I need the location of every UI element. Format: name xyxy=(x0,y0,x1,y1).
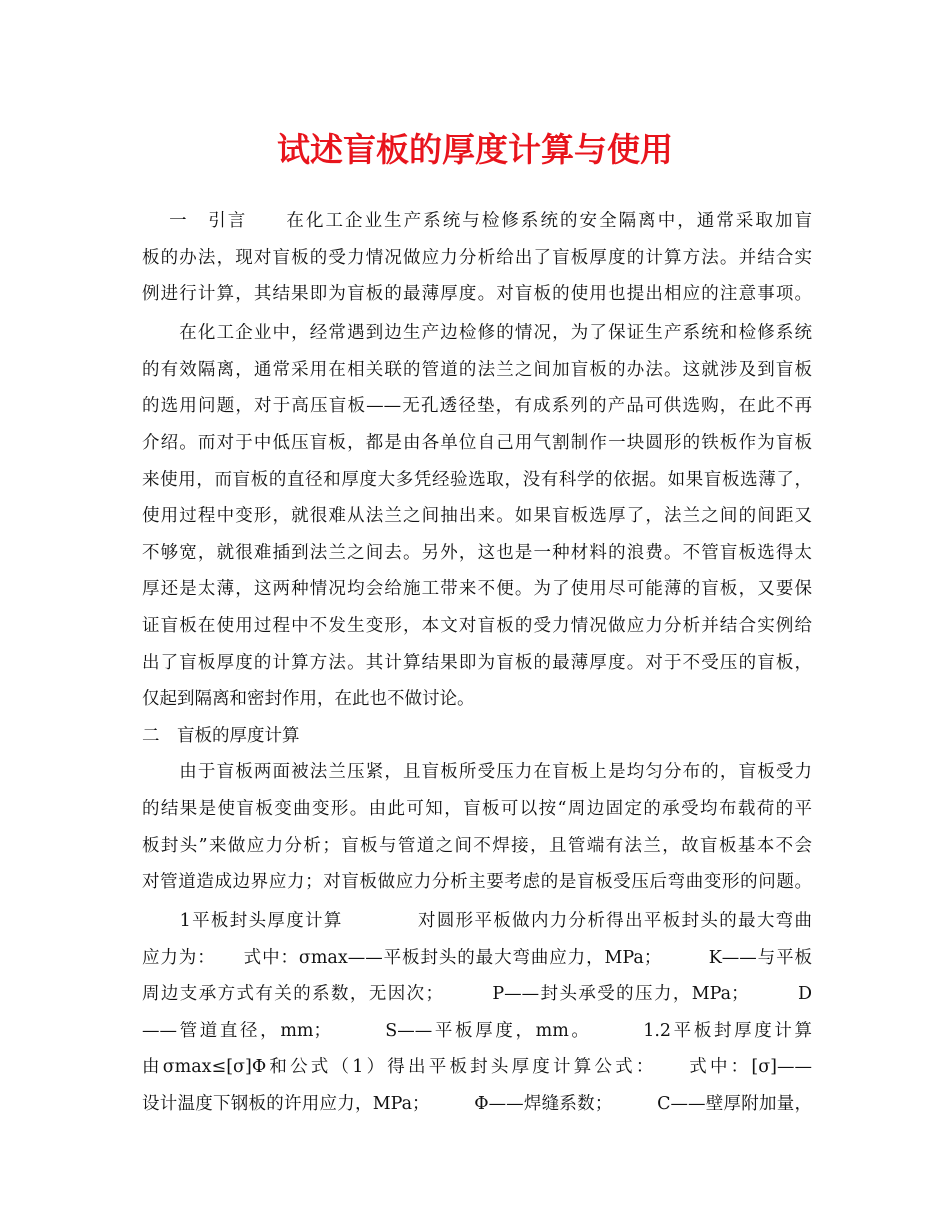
paragraph-line: 介绍。而对于中低压盲板，都是由各单位自己用气割制作一块圆形的铁板作为盲板 xyxy=(142,432,812,453)
paragraph-line: 来使用，而盲板的直径和厚度大多凭经验选取，没有科学的依据。如果盲板选薄了， xyxy=(142,469,812,490)
paragraph-line: 的有效隔离，通常采用在相关联的管道的法兰之间加盲板的办法。这就涉及到盲板 xyxy=(142,359,812,380)
paragraph-line: 由σmax≤[σ]Φ和公式（1）得出平板封头厚度计算公式： 式中：[σ]—— xyxy=(142,1057,812,1078)
paragraph-line: 不够宽，就很难插到法兰之间去。另外，这也是一种材料的浪费。不管盲板选得太 xyxy=(142,542,812,563)
paragraph-line: 对管道造成边界应力；对盲板做应力分析主要考虑的是盲板受压后弯曲变形的问题。 xyxy=(142,872,812,893)
paragraph-line: 板的办法，现对盲板的受力情况做应力分析给出了盲板厚度的计算方法。并结合实 xyxy=(142,247,812,268)
paragraph-line: 应力为： 式中：σmax——平板封头的最大弯曲应力，MPa； K——与平板 xyxy=(142,947,812,968)
paragraph-line: 在化工企业中，经常遇到边生产边检修的情况，为了保证生产系统和检修系统 xyxy=(142,323,812,344)
section-heading: 二 盲板的厚度计算 xyxy=(142,725,300,746)
paragraph-line: 仅起到隔离和密封作用，在此也不做讨论。 xyxy=(142,689,475,710)
paragraph-line: 1平板封头厚度计算 对圆形平板做内力分析得出平板封头的最大弯曲 xyxy=(142,911,812,932)
paragraph-line: 例进行计算，其结果即为盲板的最薄厚度。对盲板的使用也提出相应的注意事项。 xyxy=(142,284,812,305)
paragraph-line: 出了盲板厚度的计算方法。其计算结果即为盲板的最薄厚度。对于不受压的盲板， xyxy=(142,652,812,673)
paragraph-line: 厚还是太薄，这两种情况均会给施工带来不便。为了使用尽可能薄的盲板，又要保 xyxy=(142,579,812,600)
paragraph-line: 使用过程中变形，就很难从法兰之间抽出来。如果盲板选厚了，法兰之间的间距又 xyxy=(142,506,812,527)
paragraph-line: 板封头”来做应力分析；盲板与管道之间不焊接，且管端有法兰，故盲板基本不会 xyxy=(142,835,812,856)
paragraph-line: 证盲板在使用过程中不发生变形，本文对盲板的受力情况做应力分析并结合实例给 xyxy=(142,615,812,636)
paragraph-line: ——管道直径，mm； S——平板厚度，mm。 1.2平板封厚度计算 xyxy=(142,1020,812,1041)
document-title: 试述盲板的厚度计算与使用 xyxy=(277,130,673,169)
paragraph-line: 的选用问题，对于高压盲板——无孔透径垫，有成系列的产品可供选购，在此不再 xyxy=(142,396,812,417)
paragraph-line: 周边支承方式有关的系数，无因次； P——封头承受的压力，MPa； D xyxy=(142,984,812,1005)
paragraph-line: 设计温度下钢板的许用应力，MPa； Φ——焊缝系数； C——壁厚附加量， xyxy=(142,1094,812,1115)
document-body xyxy=(142,203,812,1123)
paragraph-line: 由于盲板两面被法兰压紧，且盲板所受压力在盲板上是均匀分布的，盲板受力 xyxy=(142,762,812,783)
paragraph-line: 一 引言 在化工企业生产系统与检修系统的安全隔离中，通常采取加盲 xyxy=(142,211,812,231)
paragraph-line: 的结果是使盲板变曲变形。由此可知，盲板可以按“周边固定的承受均布载荷的平 xyxy=(142,798,812,819)
